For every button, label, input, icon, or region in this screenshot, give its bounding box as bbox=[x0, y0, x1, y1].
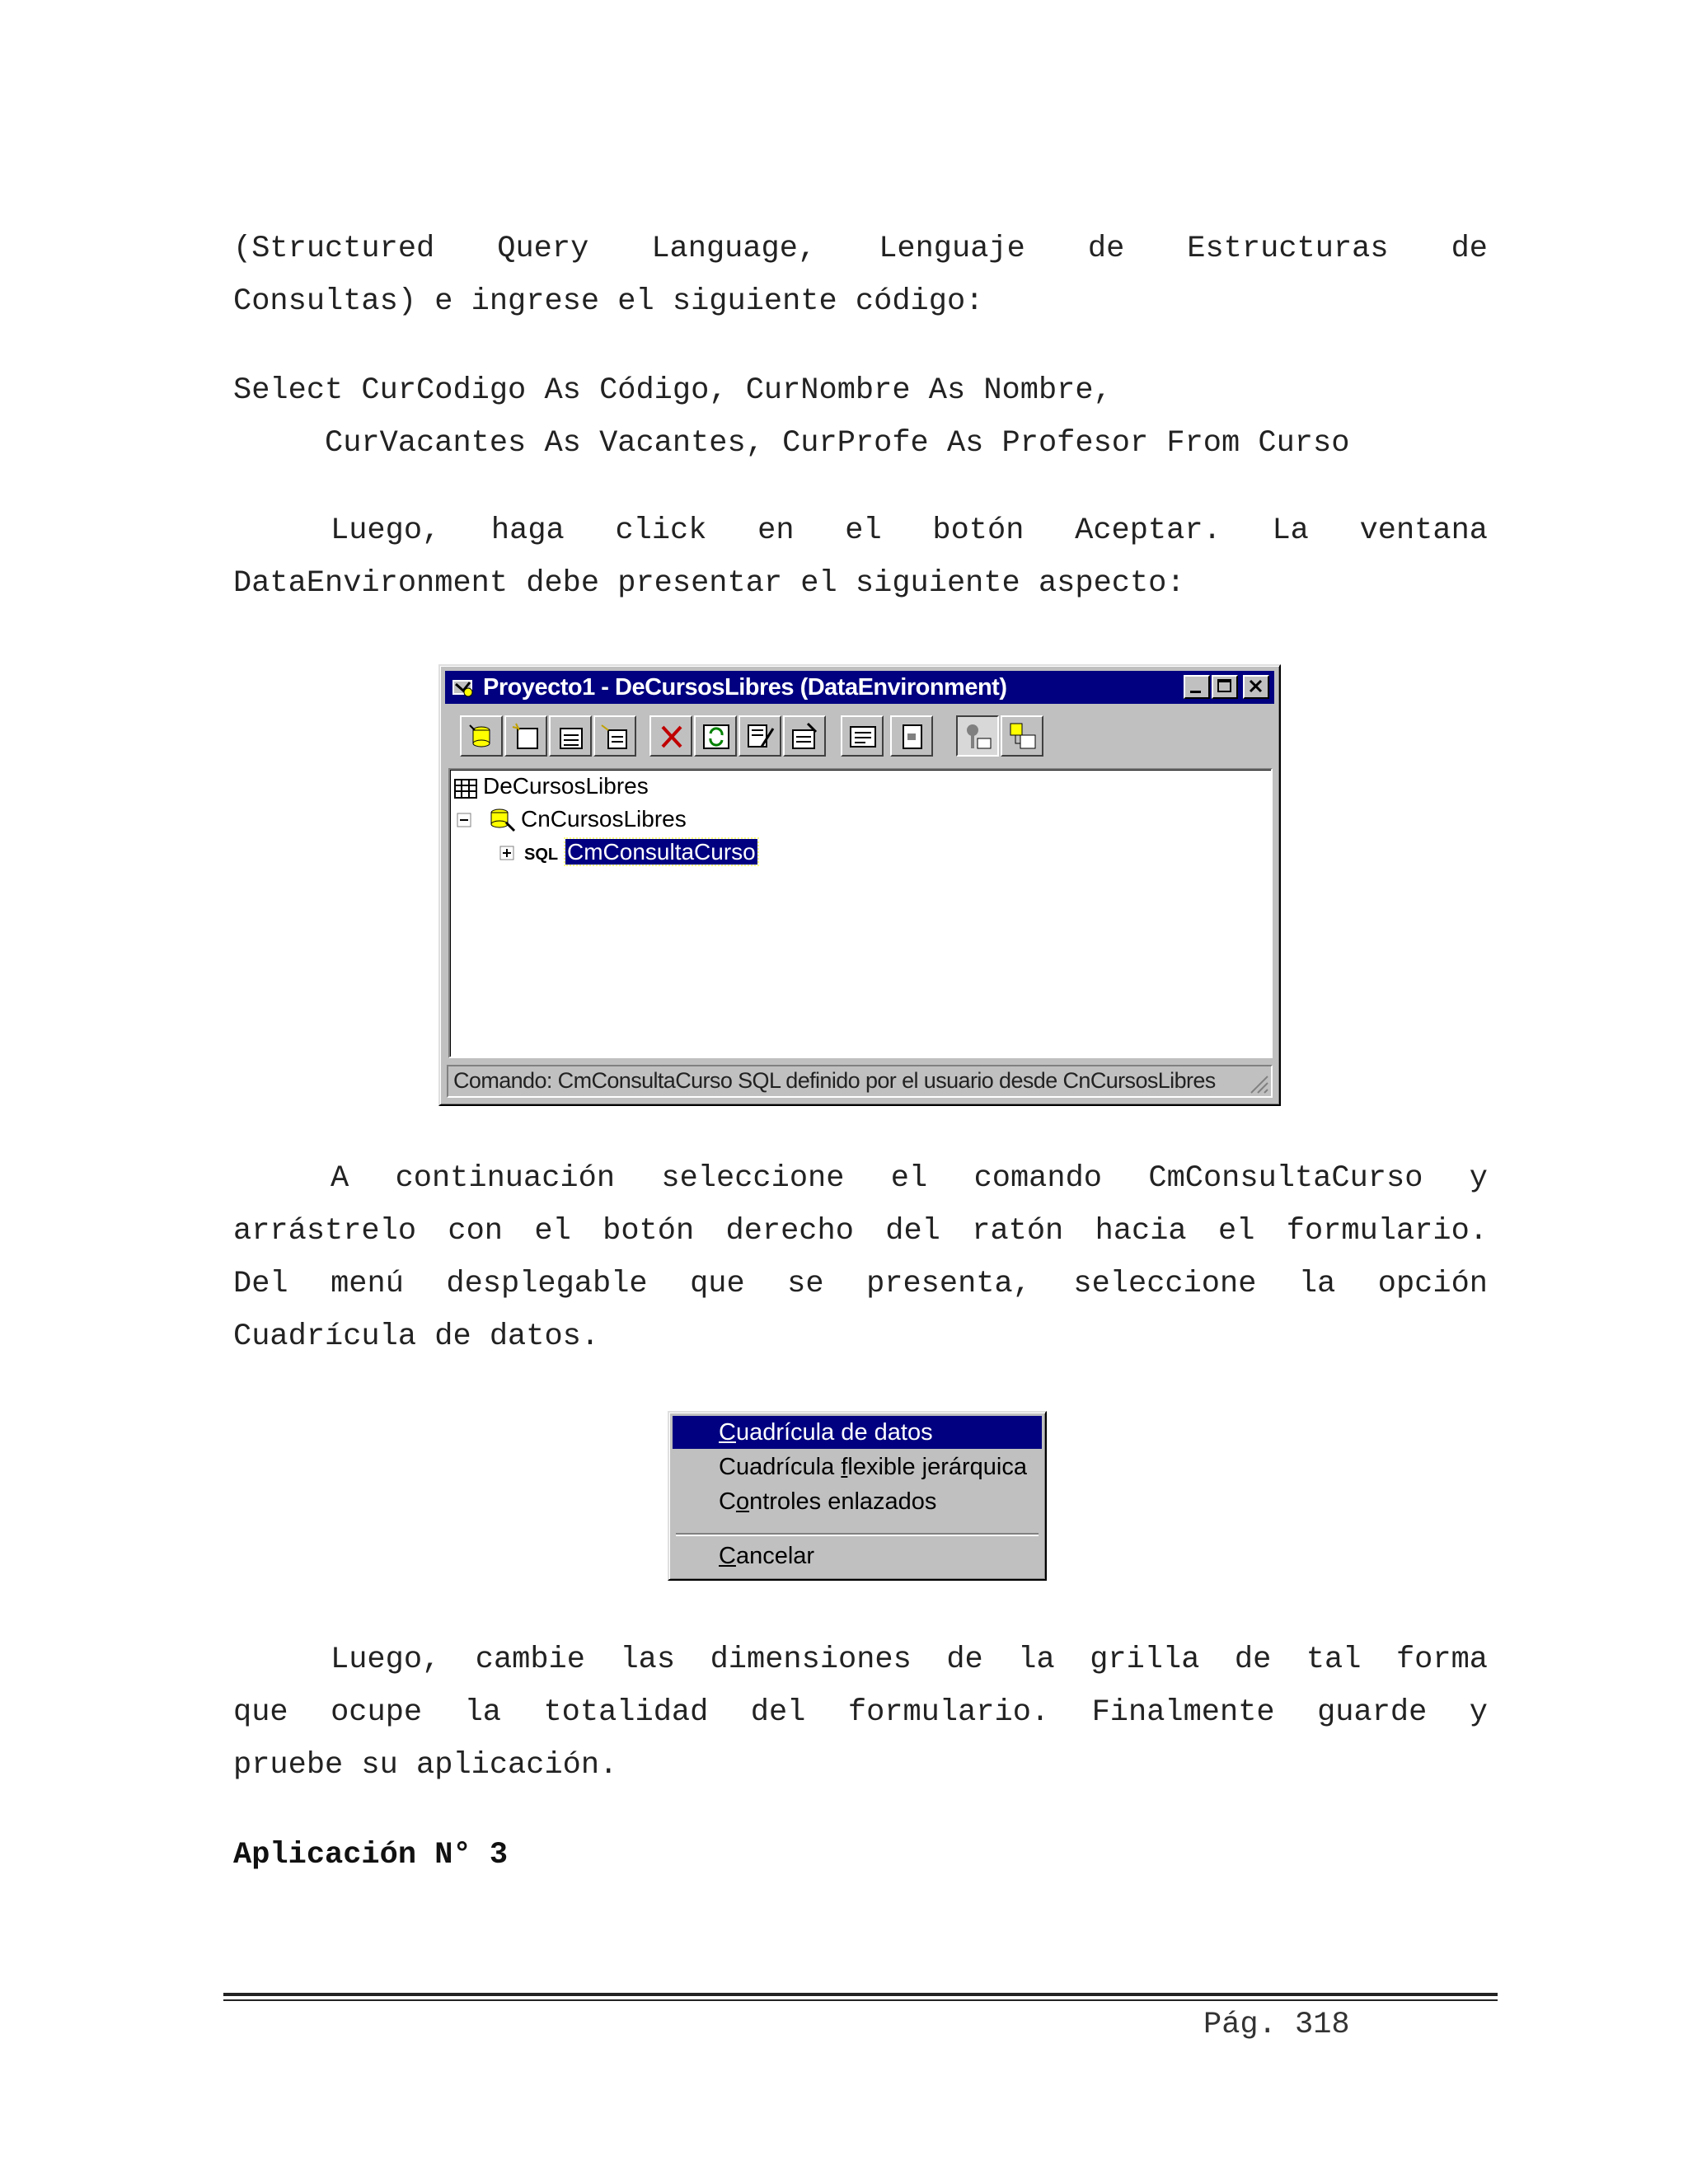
paragraph-intro bbox=[233, 223, 1488, 328]
options-icon bbox=[897, 722, 928, 752]
design-button[interactable] bbox=[738, 715, 781, 757]
refresh-button[interactable] bbox=[694, 715, 737, 757]
connection-icon bbox=[488, 806, 518, 832]
menu-item-cuadricula-datos[interactable]: Cuadrícula de datos bbox=[673, 1416, 1042, 1449]
text-line: Del menú desplegable que se presenta, seleccione la opción bbox=[233, 1267, 1488, 1301]
menu-separator bbox=[676, 1533, 1039, 1536]
maximize-button[interactable] bbox=[1212, 675, 1238, 699]
text-line: (Structured Query Language, Lenguaje de Estructuras de bbox=[233, 232, 1488, 266]
footer-rule-thin bbox=[223, 1999, 1498, 2001]
close-icon bbox=[1245, 677, 1268, 697]
window-titlebar[interactable] bbox=[445, 671, 1274, 704]
add-command-button[interactable] bbox=[504, 715, 547, 757]
text-line: arrástrelo con el botón derecho del ratón hacia el formulario. bbox=[233, 1214, 1488, 1249]
text-line: Cuadrícula de datos. bbox=[233, 1319, 600, 1354]
refresh-icon bbox=[701, 722, 732, 752]
text-line: A continuación seleccione el comando CmConsultaCurso y bbox=[331, 1161, 1488, 1196]
dataenvironment-node-icon bbox=[453, 776, 478, 801]
status-bar bbox=[447, 1065, 1273, 1098]
resize-grip-icon[interactable] bbox=[1246, 1071, 1269, 1094]
delete-icon bbox=[656, 722, 687, 752]
context-menu bbox=[668, 1411, 1047, 1581]
child-command-icon bbox=[600, 722, 631, 752]
tree-node-connection[interactable]: CnCursosLibres bbox=[521, 806, 687, 832]
add-command-icon bbox=[511, 722, 542, 752]
design-icon bbox=[745, 722, 776, 752]
toolbar bbox=[445, 709, 1274, 760]
sql-command-icon: SQL bbox=[524, 846, 559, 864]
paragraph-drag bbox=[233, 1152, 1488, 1363]
options-button[interactable] bbox=[890, 715, 933, 757]
code-icon bbox=[847, 722, 879, 752]
add-connection-icon bbox=[467, 722, 498, 752]
add-child-command-button[interactable] bbox=[593, 715, 636, 757]
sort-object-icon bbox=[1007, 722, 1039, 752]
collapse-icon[interactable] bbox=[457, 813, 473, 829]
text-line: Consultas) e ingrese el siguiente código: bbox=[233, 284, 984, 319]
code-line: Select CurCodigo As Código, CurNombre As Nombre, bbox=[233, 373, 1112, 408]
expand-icon[interactable] bbox=[499, 846, 516, 862]
minimize-button[interactable] bbox=[1184, 675, 1210, 699]
properties-icon bbox=[790, 722, 821, 752]
menu-item-cuadricula-flexible[interactable]: Cuadrícula flexible jerárquica bbox=[719, 1454, 1027, 1480]
paragraph-resize bbox=[233, 1633, 1488, 1792]
section-heading: Aplicación N° 3 bbox=[233, 1838, 509, 1872]
tree-node-root[interactable]: DeCursosLibres bbox=[483, 773, 649, 799]
sort-by-connection-button[interactable] bbox=[956, 715, 999, 757]
footer-rule bbox=[223, 1993, 1498, 1996]
dataenvironment-window bbox=[438, 664, 1281, 1106]
close-button[interactable] bbox=[1243, 675, 1269, 699]
add-connection-button[interactable] bbox=[460, 715, 503, 757]
minimize-icon bbox=[1185, 677, 1208, 697]
text-line: pruebe su aplicación. bbox=[233, 1748, 618, 1783]
sort-connection-icon bbox=[963, 722, 994, 752]
code-button[interactable] bbox=[841, 715, 884, 757]
text-line: que ocupe la totalidad del formulario. Finalmente guarde y bbox=[233, 1695, 1488, 1730]
menu-item-controles-enlazados[interactable]: Controles enlazados bbox=[719, 1488, 937, 1515]
maximize-icon bbox=[1213, 677, 1236, 697]
page-number: Pág. 318 bbox=[1203, 2008, 1350, 2042]
stored-procedure-icon bbox=[556, 722, 587, 752]
status-text: Comando: CmConsultaCurso SQL definido por el usuario desde CnCursosLibres bbox=[453, 1068, 1216, 1093]
code-line: CurVacantes As Vacantes, CurProfe As Profesor From Curso bbox=[233, 426, 1350, 461]
tree-node-command-selected[interactable]: CmConsultaCurso bbox=[567, 839, 756, 865]
text-line: DataEnvironment debe presentar el siguiente aspecto: bbox=[233, 566, 1185, 601]
sql-code-block bbox=[233, 364, 1349, 470]
properties-button[interactable] bbox=[783, 715, 826, 757]
delete-button[interactable] bbox=[649, 715, 692, 757]
window-title: Proyecto1 - DeCursosLibres (DataEnvironment) bbox=[483, 674, 1007, 701]
sort-by-object-button[interactable] bbox=[1001, 715, 1043, 757]
paragraph-aceptar bbox=[233, 504, 1488, 610]
insert-stored-procedures-button[interactable] bbox=[549, 715, 592, 757]
text-line: Luego, haga click en el botón Aceptar. La ventana bbox=[331, 513, 1488, 548]
dataenvironment-icon bbox=[452, 676, 475, 699]
menu-item-cancelar[interactable]: Cancelar bbox=[719, 1543, 815, 1569]
tree-view[interactable] bbox=[448, 768, 1273, 1058]
text-line: Luego, cambie las dimensiones de la grilla de tal forma bbox=[331, 1643, 1488, 1677]
